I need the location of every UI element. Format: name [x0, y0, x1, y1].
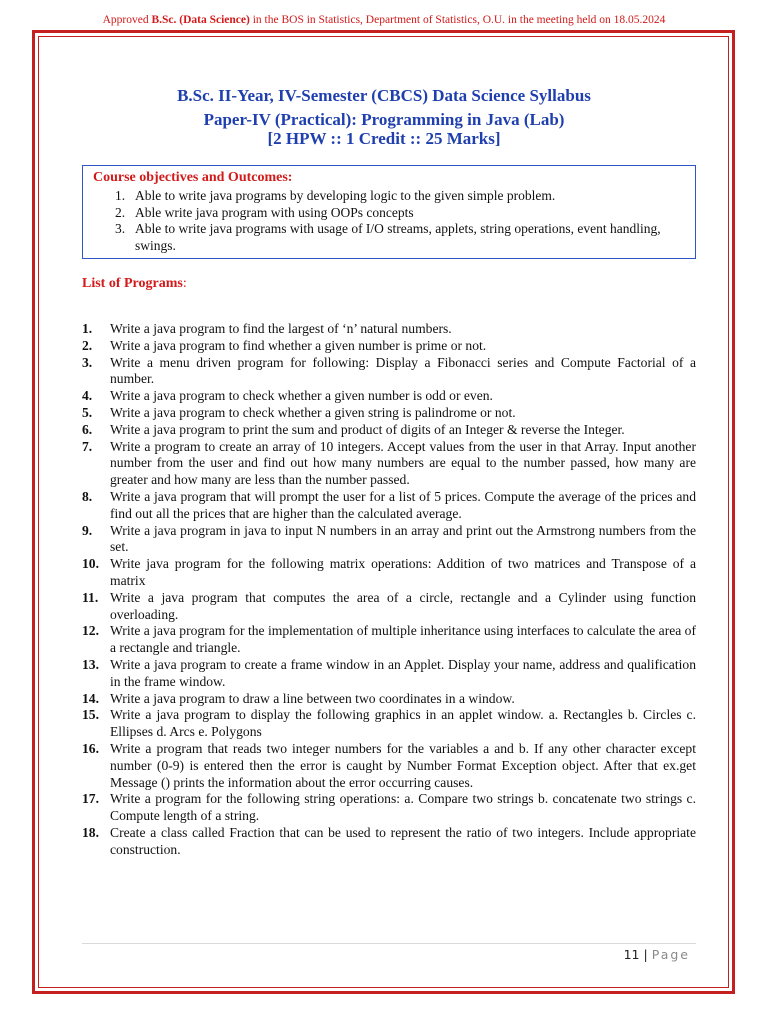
program-item	[82, 741, 696, 791]
footer-divider	[82, 943, 696, 944]
credits-line: [2 HPW :: 1 Credit :: 25 Marks]	[267, 129, 501, 148]
objective-item	[115, 205, 675, 222]
program-item	[82, 556, 696, 590]
program-item	[82, 707, 696, 741]
program-item	[82, 523, 696, 557]
program-number: 9.	[82, 522, 93, 538]
program-number: 8.	[82, 488, 93, 504]
paper-title: Paper-IV (Practical): Programming in Java (Lab)	[203, 110, 565, 129]
objective-number: 2.	[115, 204, 126, 220]
program-number: 5.	[82, 404, 93, 420]
program-text: Write a java program that will prompt the user for a list of 5 prices. Compute the average of the prices and find out all the prices that are higher than the calculated average.	[110, 488, 696, 521]
program-number: 3.	[82, 354, 93, 370]
program-item	[82, 657, 696, 691]
objective-number: 1.	[115, 188, 126, 203]
program-text: Write a program for the following string operations: a. Compare two strings b. concatenate two strings c. Compute length of a string.	[110, 791, 696, 824]
program-text: Write a program that reads two integer numbers for the variables a and b. If any other character except number (0-9) is entered then the error is caught by Number Format Exception object. After that ex.get Message () prints the information about the error occurring causes.	[110, 740, 696, 790]
program-text: Create a class called Fraction that can be used to represent the ratio of two integers. Include appropriate construction.	[110, 824, 696, 857]
program-text: Write a menu driven program for following: Display a Fibonacci series and Compute Factorial of a number.	[110, 354, 696, 387]
programs-list	[82, 321, 696, 859]
program-text: Write java program for the following matrix operations: Addition of two matrices and Transpose of a matrix	[110, 556, 696, 588]
program-item	[82, 825, 696, 859]
program-number: 1.	[82, 321, 93, 336]
program-number: 7.	[82, 438, 93, 454]
objectives-box	[82, 165, 696, 259]
program-text: Write a java program in java to input N numbers in an array and print out the Armstrong numbers from the set.	[110, 522, 696, 555]
program-text: Write a java program to display the following graphics in an applet window. a. Rectangles b. Circles c. Ellipses d. Arcs e. Polygons	[110, 707, 696, 740]
program-number: 17.	[82, 791, 99, 807]
program-text: Write a program to create an array of 10 integers. Accept values from the user in that Array. Input another number from the user and find out how many numbers are equal to the number passed, how many are greater and how many are less than the number passed.	[110, 438, 696, 488]
program-text: Write a java program to print the sum and product of digits of an Integer & reverse the Integer.	[110, 421, 625, 437]
program-text: Write a java program to find whether a given number is prime or not.	[110, 337, 487, 353]
program-item	[82, 691, 696, 708]
program-text: Write a java program for the implementation of multiple inheritance using interfaces to calculate the area of a rectangle and triangle.	[110, 623, 697, 656]
program-item	[82, 388, 696, 405]
program-item	[82, 422, 696, 439]
program-number: 13.	[82, 656, 99, 672]
program-text: Write a java program to draw a line between two coordinates in a window.	[110, 690, 515, 706]
program-number: 10.	[82, 556, 99, 572]
program-number: 4.	[82, 388, 93, 404]
approval-note-prefix: Approved	[102, 14, 152, 26]
program-number: 15.	[82, 707, 99, 723]
program-text: Write a java program to check whether a given string is palindrome or not.	[110, 404, 516, 420]
syllabus-title: B.Sc. II-Year, IV-Semester (CBCS) Data Science Syllabus	[177, 86, 591, 105]
program-number: 18.	[82, 824, 99, 840]
approval-note	[0, 14, 768, 26]
program-number: 12.	[82, 623, 99, 639]
objective-text: Able write java program with using OOPs concepts	[135, 204, 414, 220]
program-text: Write a java program that computes the area of a circle, rectangle and a Cylinder using function overloading.	[110, 589, 696, 622]
objective-item	[115, 221, 675, 254]
objectives-heading: Course objectives and Outcomes:	[93, 170, 293, 185]
program-number: 2.	[82, 337, 93, 353]
approval-note-suffix: in the BOS in Statistics, Department of Statistics, O.U. in the meeting held on 18.05.2024	[249, 14, 666, 26]
program-item	[82, 590, 696, 624]
objective-text: Able to write java programs with usage of I/O streams, applets, string operations, event handling, swings.	[135, 221, 661, 253]
objective-number: 3.	[115, 221, 126, 236]
program-item	[82, 439, 696, 489]
program-number: 11.	[82, 589, 99, 605]
page-separator: |	[643, 947, 648, 962]
program-item	[82, 791, 696, 825]
program-number: 14.	[82, 690, 99, 706]
program-item	[82, 623, 696, 657]
page-number: 11	[623, 947, 640, 962]
objectives-list	[115, 188, 675, 254]
objective-item	[115, 188, 675, 205]
program-item	[82, 489, 696, 523]
program-item	[82, 405, 696, 422]
objective-text: Able to write java programs by developing logic to the given simple problem.	[135, 188, 556, 203]
program-text: Write a java program to check whether a given number is odd or even.	[110, 388, 493, 404]
program-item	[82, 338, 696, 355]
programs-heading	[82, 276, 187, 292]
program-text: Write a java program to create a frame window in an Applet. Display your name, address and qualification in the frame window.	[110, 656, 696, 689]
program-text: Write a java program to find the largest of ‘n’ natural numbers.	[110, 321, 452, 336]
page-number-footer	[624, 947, 690, 962]
programs-heading-colon: :	[182, 276, 187, 291]
program-item	[82, 321, 696, 338]
page-label: Page	[651, 947, 690, 962]
approval-note-program: B.Sc. (Data Science)	[151, 14, 250, 26]
program-number: 6.	[82, 421, 93, 437]
programs-heading-text: List of Programs	[82, 276, 183, 291]
program-item	[82, 355, 696, 389]
program-number: 16.	[82, 740, 99, 756]
